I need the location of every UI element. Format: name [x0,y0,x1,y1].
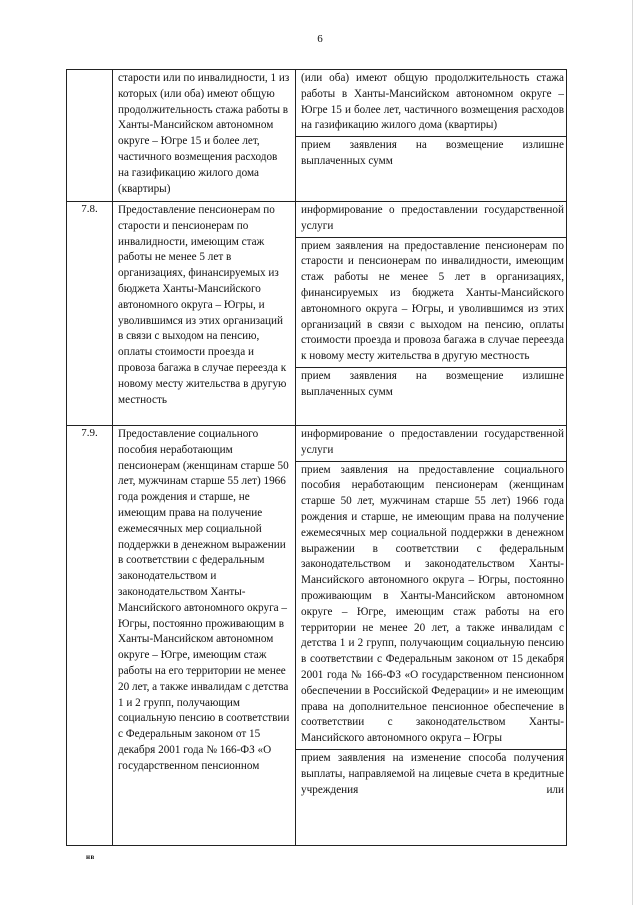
table-row [67,70,567,202]
service-actions-cell [296,426,567,846]
service-action: прием заявления на возмещение излишне выплаченных сумм [296,136,566,172]
service-action: информирование о предоставлении государственной услуги [301,204,564,232]
scan-edge-line [632,0,633,905]
service-actions-cell [296,70,567,202]
service-name-cell [113,202,296,426]
page-number: 6 [317,33,323,45]
table-row [67,202,567,426]
service-name: Предоставление пенсионерам по старости и пенсионерам по инвалидности, имеющим стаж работы не менее 5 лет в организациях, финансируемых из бюджета Ханты-Мансийского автономного округа – Югры, и уволившимся из этих организаций в связи с выходом на пенсию, оплаты стоимости проезда и провоза багажа в случае переезда к новому месту жительства в другую местность [118,204,287,406]
row-number: 7.8. [67,202,113,426]
table-row [67,426,567,846]
service-action: информирование о предоставлении государственной услуги [301,428,564,456]
service-name-cell [113,426,296,846]
service-name: старости или по инвалидности, 1 из которых (или оба) имеют общую продолжительность стажа работы в Ханты-Мансийском автономном округе – Югре 15 и более лет, частичного возмещения расходов на газификацию жилого дома (квартиры) [118,72,290,195]
row-number [67,70,113,202]
service-action: прием заявления на изменение способа получения выплаты, направляемой на лицевые счета в кредитные учреждения или [296,749,566,800]
service-name: Предоставление социального пособия неработающим пенсионерам (женщинам старше 50 лет, мужчинам старше 55 лет) 1966 года рождения и старше, не имеющим права на получение ежемесячных мер социальной поддержки в денежном выражении в соответствии с федеральным законодательством и законодательством Ханты-Мансийского автономного округа – Югры, постоянно проживающим в Ханты-Мансийском автономном округе – Югре, имеющим стаж работы на его территории не менее 20 лет, а также инвалидам с детства 1 и 2 групп, получающим социальную пенсию в соответствии с Федеральным законом от 15 декабря 2001 года № 166-ФЗ «О государственном пенсионном [118,428,290,772]
service-action: прием заявления на возмещение излишне выплаченных сумм [296,367,566,403]
service-action: прием заявления на предоставление пенсионерам по старости и пенсионерам по инвалидности, имеющим стаж работы не менее 5 лет в организациях, финансируемых из бюджета Ханты-Мансийского автономного округа – Югры, и уволившимся из этих организаций в связи с выходом на пенсию, оплаты стоимости проезда и провоза багажа в случае переезда к новому месту жительства в другую местность [296,237,566,367]
services-table [66,69,567,846]
service-actions-cell [296,202,567,426]
service-action: прием заявления на предоставление социального пособия неработающим пенсионерам (женщинам старше 50 лет, мужчинам старше 55 лет) 1966 года рождения и старше, не имеющим права на получение ежемесячных мер социальной поддержки в денежном выражении в соответствии с федеральным законодательством и законодательством Ханты-Мансийского автономного округа – Югры, постоянно проживающим в Ханты-Мансийском автономном округе – Югре, имеющим стаж работы на его территории не менее 20 лет, а также инвалидам с детства 1 и 2 групп, получающим социальную пенсию в соответствии с Федеральным законом от 15 декабря 2001 года № 166-ФЗ «О государственном пенсионном обеспечении в Российской Федерации» и не имеющим права на дополнительное пенсионное обеспечение в соответствии с законодательством Ханты-Мансийского автономного округа – Югры [296,461,566,749]
footer-mark: нв [86,853,95,861]
row-number: 7.9. [67,426,113,846]
service-action: (или оба) имеют общую продолжительность стажа работы в Ханты-Мансийском автономном округе – Югре 15 и более лет, частичного возмещения расходов на газификацию жилого дома (квартиры) [301,72,564,132]
service-name-cell [113,70,296,202]
